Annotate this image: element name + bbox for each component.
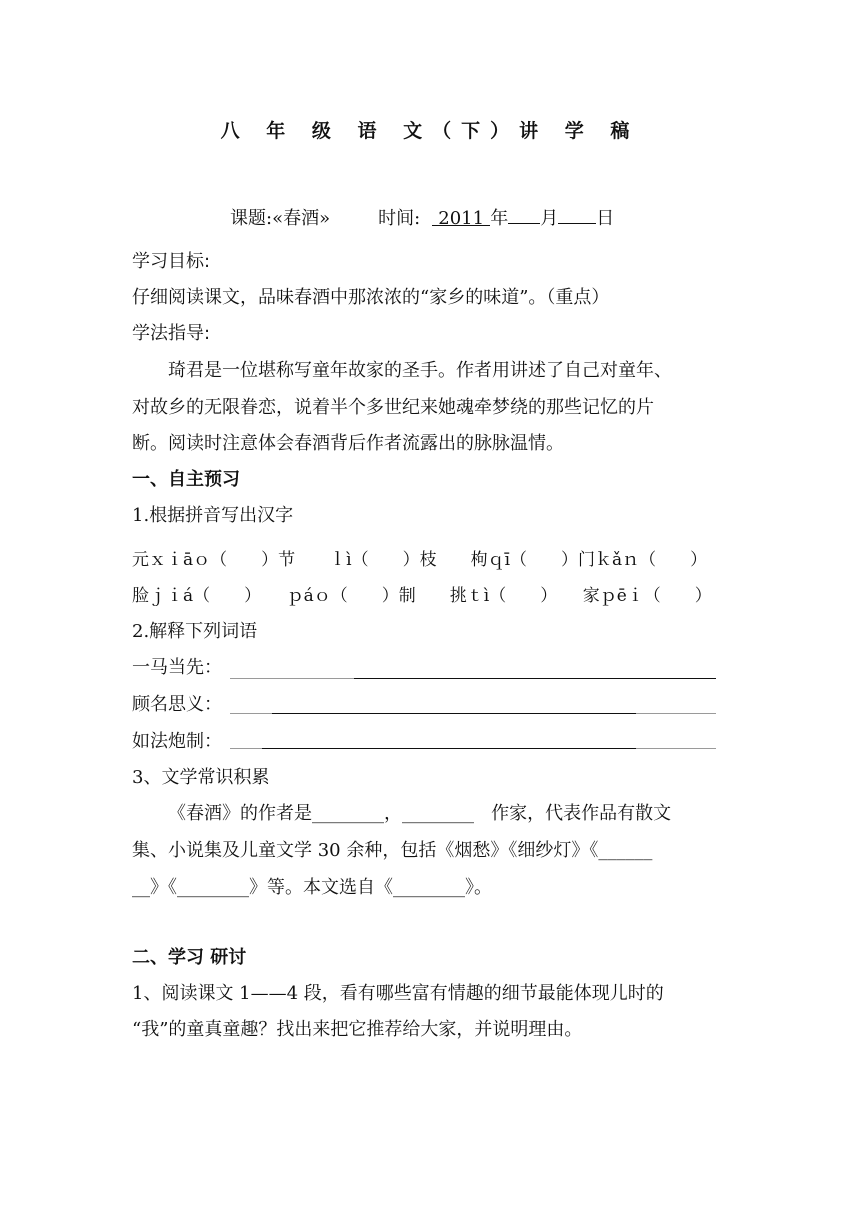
guide-line-3: 断。阅读时注意体会春酒背后作者流露出的脉脉温情。 [132,433,564,454]
year-blank: 2011 [432,207,490,226]
guide-line-1: 琦君是一位堪称写童年故家的圣手。作者用讲述了自己对童年、 [168,360,672,381]
day-blank [558,205,596,224]
discussion-line-1: 1、阅读课文 1——4 段，看有哪些富有情趣的细节最能体现儿时的 [132,983,664,1004]
month-blank [508,205,540,224]
guide-line-2: 对故乡的无限眷恋，说着半个多世纪来她魂牵梦绕的那些记忆的片 [132,397,654,418]
literature-line-2: 集、小说集及儿童文学 30 余种，包括《烟愁》《细纱灯》《______ [132,840,653,861]
time-label: 时间: [378,208,421,229]
term-1: 一马当先： [132,657,222,678]
goal-heading: 学习目标: [132,251,211,272]
literature-line-1: 《春酒》的作者是________，________ 作家，代表作品有散文 [168,803,672,824]
discussion-line-2: “我”的童真童趣？找出来把它推荐给大家，并说明理由。 [132,1019,583,1040]
question-1-label: 1.根据拼音写出汉字 [132,505,294,526]
section2-heading: 二、学习 研讨 [132,947,247,968]
goal-text: 仔细阅读课文，品味春酒中那浓浓的“家乡的味道”。（重点） [132,287,610,308]
lesson-meta-row [230,205,614,231]
term-3: 如法炮制： [132,731,222,752]
term-2-blank [272,713,636,714]
topic-value: «春酒» [272,208,331,229]
guide-heading: 学法指导: [132,323,211,344]
question-3-label: 3、文学常识积累 [132,767,270,788]
term-2-blank-start [230,713,272,714]
day-unit: 日 [596,208,615,229]
term-3-blank-end [636,748,716,749]
section1-heading: 一、自主预习 [132,469,240,490]
term-1-blank-start [230,678,354,679]
month-unit: 月 [540,208,559,229]
term-3-blank-start [230,748,262,749]
pinyin-row-1: 元ｘｉāｏ（ ）节 ｌì（ ）枝 枸ｑī（ ）门ｋǎｎ（ ） [132,550,708,570]
year-unit: 年 [490,208,509,229]
term-1-blank [354,678,716,679]
term-2: 顾名思义： [132,694,222,715]
term-3-blank [262,748,636,749]
pinyin-row-2: 脸ｊｉá（ ） ｐáｏ（ ）制 挑ｔì（ ） 家ｐēｉ（ ） [132,586,712,606]
page-title: 八 年 级 语 文（下）讲 学 稿 [220,120,640,142]
literature-line-3: __》《________》等。本文选自《________》。 [132,877,492,898]
question-2-label: 2.解释下列词语 [132,621,258,642]
topic-label: 课题: [230,208,273,229]
term-2-blank-end [636,713,716,714]
